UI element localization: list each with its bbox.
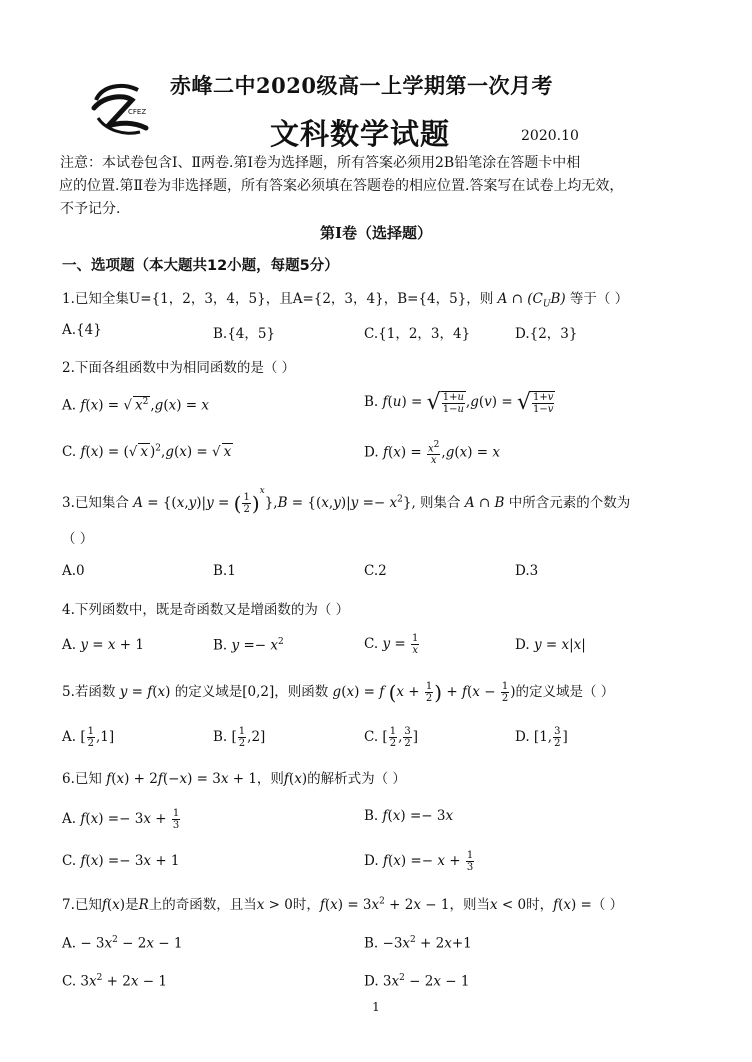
question-6-stem: 6.已知 bbox=[62, 771, 102, 787]
question-5-domain: [0,2] bbox=[242, 684, 275, 700]
question-6-option-a: A. f(x) =− 3x + $\frac{1}{3}$ bbox=[62, 808, 180, 831]
question-5-option-b: B. [ $\frac{1}{2}$ ,2] bbox=[213, 726, 266, 749]
question-6 bbox=[62, 767, 406, 787]
question-1-option-d: D.{2，3} bbox=[515, 326, 578, 342]
question-6-option-d: D. f(x) =− x + $\frac{1}{3}$ bbox=[364, 850, 474, 873]
question-3-option-d: D.3 bbox=[515, 563, 539, 579]
question-1-expression: A ∩ $(C_UB)$ bbox=[497, 291, 566, 310]
question-5-option-d: D. [1, $\frac{3}{2}$ ] bbox=[515, 726, 568, 749]
question-4-option-d: D. y = x|x| bbox=[515, 637, 586, 653]
question-6-tail: 的解析式为（ ） bbox=[307, 771, 406, 787]
question-7-mid: 是 bbox=[125, 897, 139, 913]
question-6-equation: f(x) + 2f(−x) = 3x + 1 bbox=[106, 771, 257, 787]
question-1-option-a: A.{4} bbox=[62, 322, 102, 338]
question-7-mid-3: 时， bbox=[292, 897, 320, 913]
question-5 bbox=[62, 680, 614, 705]
exam-date: 2020.10 bbox=[521, 128, 579, 144]
page-number: 1 bbox=[372, 1000, 380, 1014]
section-title: 第Ⅰ卷（选择题） bbox=[319, 224, 433, 242]
exam-notice bbox=[60, 152, 700, 221]
question-2: 2.下面各组函数中为相同函数的是（ ） bbox=[62, 360, 296, 376]
question-1-tail: 等于（ ） bbox=[569, 291, 629, 307]
question-1-option-c: C.{1，2，3，4} bbox=[364, 326, 471, 342]
subject-title: 文科数学试题 bbox=[270, 117, 451, 151]
question-3-tail: 则集合 bbox=[420, 495, 461, 511]
question-6-option-b: B. f(x) =− 3x bbox=[364, 808, 454, 824]
question-5-stem: 5.若函数 bbox=[62, 684, 116, 700]
question-6-mid: ，则 bbox=[256, 771, 284, 787]
question-3-tail-2: 中所含元素的个数为 bbox=[508, 495, 631, 511]
question-3-intersection: A ∩ B bbox=[464, 495, 505, 511]
question-1-option-b: B.{4，5} bbox=[213, 326, 276, 342]
question-7-tail: （ ） bbox=[591, 897, 624, 913]
question-5-option-a: A. [ $\frac{1}{2}$ ,1] bbox=[62, 726, 115, 749]
question-2-option-a: A. f(x) = √ $x^2$ ,g(x) = x bbox=[62, 397, 210, 414]
school-logo-icon bbox=[88, 78, 154, 138]
question-7-stem: 7.已知 bbox=[62, 897, 102, 913]
question-4-option-b: B. $y =- x^2$ bbox=[213, 637, 284, 654]
school-title: 赤峰二中2020级高一上学期第一次月考 bbox=[170, 73, 553, 98]
question-3-option-b: B.1 bbox=[213, 563, 236, 579]
question-2-option-c: C. f(x) = (√ x )$^2$,g(x) = √ x bbox=[62, 443, 232, 460]
question-5-mid: 的定义域是 bbox=[174, 684, 243, 700]
question-5-mid-2: ，则函数 bbox=[274, 684, 329, 700]
question-3-option-a: A.0 bbox=[62, 563, 85, 579]
question-7-option-a: A. − $3x^2 - 2x - 1$ bbox=[62, 935, 183, 952]
question-5-tail: 的定义域是（ ） bbox=[515, 684, 615, 700]
question-3-set-a: A bbox=[133, 495, 143, 511]
question-5-option-c: C. [ $\frac{1}{2}$ , $\frac{3}{2}$ ] bbox=[364, 726, 419, 749]
notice-line-2: 应的位置.第Ⅱ卷为非选择题，所有答案必须填在答题卷的相应位置.答案写在试卷上均无效， bbox=[59, 178, 624, 194]
question-3-paren: （ ） bbox=[62, 531, 94, 547]
question-7: 7.已知f(x)是R上的奇函数，且当x > 0时，$f(x) = 3x^2 + 2x - 1$，则当x < 0时，f(x) =（ ） bbox=[62, 896, 624, 913]
question-7-mid-4: ，则当 bbox=[449, 897, 490, 913]
question-7-mid-5: 时， bbox=[526, 897, 554, 913]
question-4: 4.下列函数中，既是奇函数又是增函数的为（ ） bbox=[62, 602, 350, 618]
part-heading: 一、选项题（本大题共12小题，每题5分） bbox=[62, 258, 339, 274]
question-4-option-a: A. y = x + 1 bbox=[62, 637, 144, 653]
notice-line-1: 注意：本试卷包含Ⅰ、Ⅱ两卷.第Ⅰ卷为选择题，所有答案必须用2B铅笔涂在答题卡中相 bbox=[60, 155, 581, 171]
question-2-option-b: B. f(u) = √ $\frac{1+u}{1-u}$ ,g(v) = √ $\frac{1+v}{1-v}$ bbox=[364, 390, 554, 415]
question-5-function: y = f(x) bbox=[119, 684, 171, 700]
question-2-option-d: D. f(x) = $\frac{x^2}{x}$ ,g(x) = x bbox=[364, 440, 501, 467]
question-1-stem: 1.已知全集U={1，2，3，4，5}，且A={2，3，4}，B={4，5}，则 bbox=[62, 291, 494, 307]
question-7-option-b: B. $-3x^2 + 2x+1$ bbox=[364, 935, 472, 952]
question-7-option-d: D. $3x^2 - 2x - 1$ bbox=[364, 973, 470, 990]
question-4-option-c: C. y = $\frac{1}{x}$ bbox=[364, 633, 419, 656]
question-5-g: g(x) = f (x + $\frac{1}{2}$ ) + f(x − $\frac{1}{2}$ ) bbox=[332, 680, 516, 705]
question-6-option-c: C. f(x) =− 3x + 1 bbox=[62, 853, 180, 869]
question-7-mid-2: 上的奇函数，且当 bbox=[148, 897, 257, 913]
question-7-option-c: C. $3x^2 + 2x - 1$ bbox=[62, 973, 167, 990]
question-1 bbox=[62, 287, 628, 310]
question-3-option-c: C.2 bbox=[364, 563, 387, 579]
question-6-fx: f(x) bbox=[283, 771, 308, 787]
question-3-stem: 3.已知集合 bbox=[62, 495, 129, 511]
question-3: 3.已知集合 A = {(x,y)|y = ( $\frac{1}{2}$ )$^x\},B = \{(x,y)|y =- x^2\}$, 则集合 A ∩ B 中所含元素的个数为 bbox=[62, 486, 631, 516]
svg-text:CFEZ: CFEZ bbox=[128, 108, 147, 116]
notice-line-3: 不予记分. bbox=[60, 201, 121, 217]
